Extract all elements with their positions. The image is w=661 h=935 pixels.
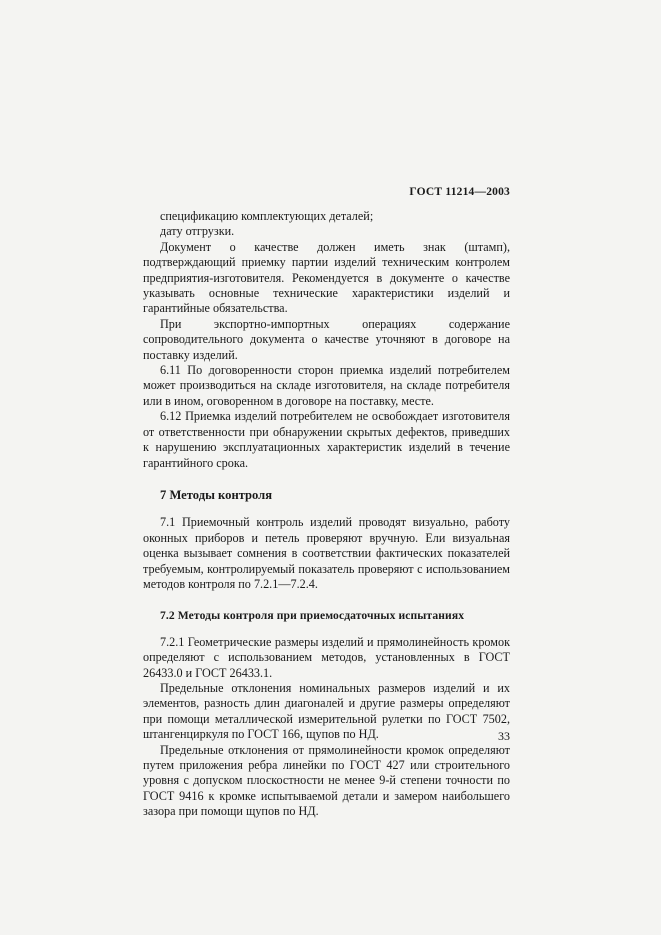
section-7-heading: 7 Методы контроля [160, 487, 273, 502]
paragraph-7-2-1: 7.2.1 Геометрические размеры изделий и прямолинейность кромок определяют с использованием методов, установленных в ГОСТ 26433.0 и ГОСТ 26433.1. [143, 634, 510, 680]
paragraph-7-1: 7.1 Приемочный контроль изделий проводят визуально, работу оконных приборов и петель проверяют вручную. Ели визуальная оценка вызывает сомнения в соответствии фактических показателей требуемым, контролируемый показатель проверяют с использованием методов контроля по 7.2.1—7.2.4. [143, 515, 510, 591]
paragraph-quality-document: Документ о качестве должен иметь знак (штамп), подтверждающий приемку партии изделий техническим контролем предприятия-изготовителя. Рекомендуется в документе о качестве указывать основные технические характеристики изделий и гарантийные обязательства. [143, 239, 510, 316]
document-code-header: ГОСТ 11214—2003 [409, 186, 510, 198]
paragraph-6-11: 6.11 По договоренности сторон приемка изделий потребителем может производиться на складе изготовителя, на складе потребителя или в ином, оговоренном в договоре на поставку, месте. [143, 363, 510, 408]
page-number: 33 [498, 729, 510, 743]
body-text [143, 209, 510, 820]
paragraph-spec: спецификацию комплектующих деталей; [160, 209, 374, 223]
paragraph-straightness-deviations: Предельные отклонения от прямолинейности кромок определяют путем приложения ребра линейки по ГОСТ 427 или строительного уровня с допуском плоскостности не менее 9-й степени точности по ГОСТ 9416 к кромке испытываемой детали и замером наибольшего зазора при помощи щупов по НД. [143, 742, 510, 819]
section-7-2-heading: 7.2 Методы контроля при приемосдаточных испытаниях [160, 609, 465, 623]
paragraph-shipment-date: дату отгрузки. [160, 224, 235, 239]
paragraph-export-import: При экспортно-импортных операциях содержание сопроводительного документа о качестве уточняют в договоре на поставку изделий. [143, 316, 510, 362]
paragraph-nominal-deviations: Предельные отклонения номинальных размеров изделий и их элементов, разность длин диагоналей и другие размеры определяют при помощи металлической измерительной рулетки по ГОСТ 7502, штангенциркуля по ГОСТ 166, щупов по НД. [143, 680, 510, 742]
paragraph-6-12: 6.12 Приемка изделий потребителем не освобождает изготовителя от ответственности при обнаружении скрытых дефектов, приведших к нарушению эксплуатационных характеристик изделий в течение гарантийного срока. [143, 409, 510, 470]
